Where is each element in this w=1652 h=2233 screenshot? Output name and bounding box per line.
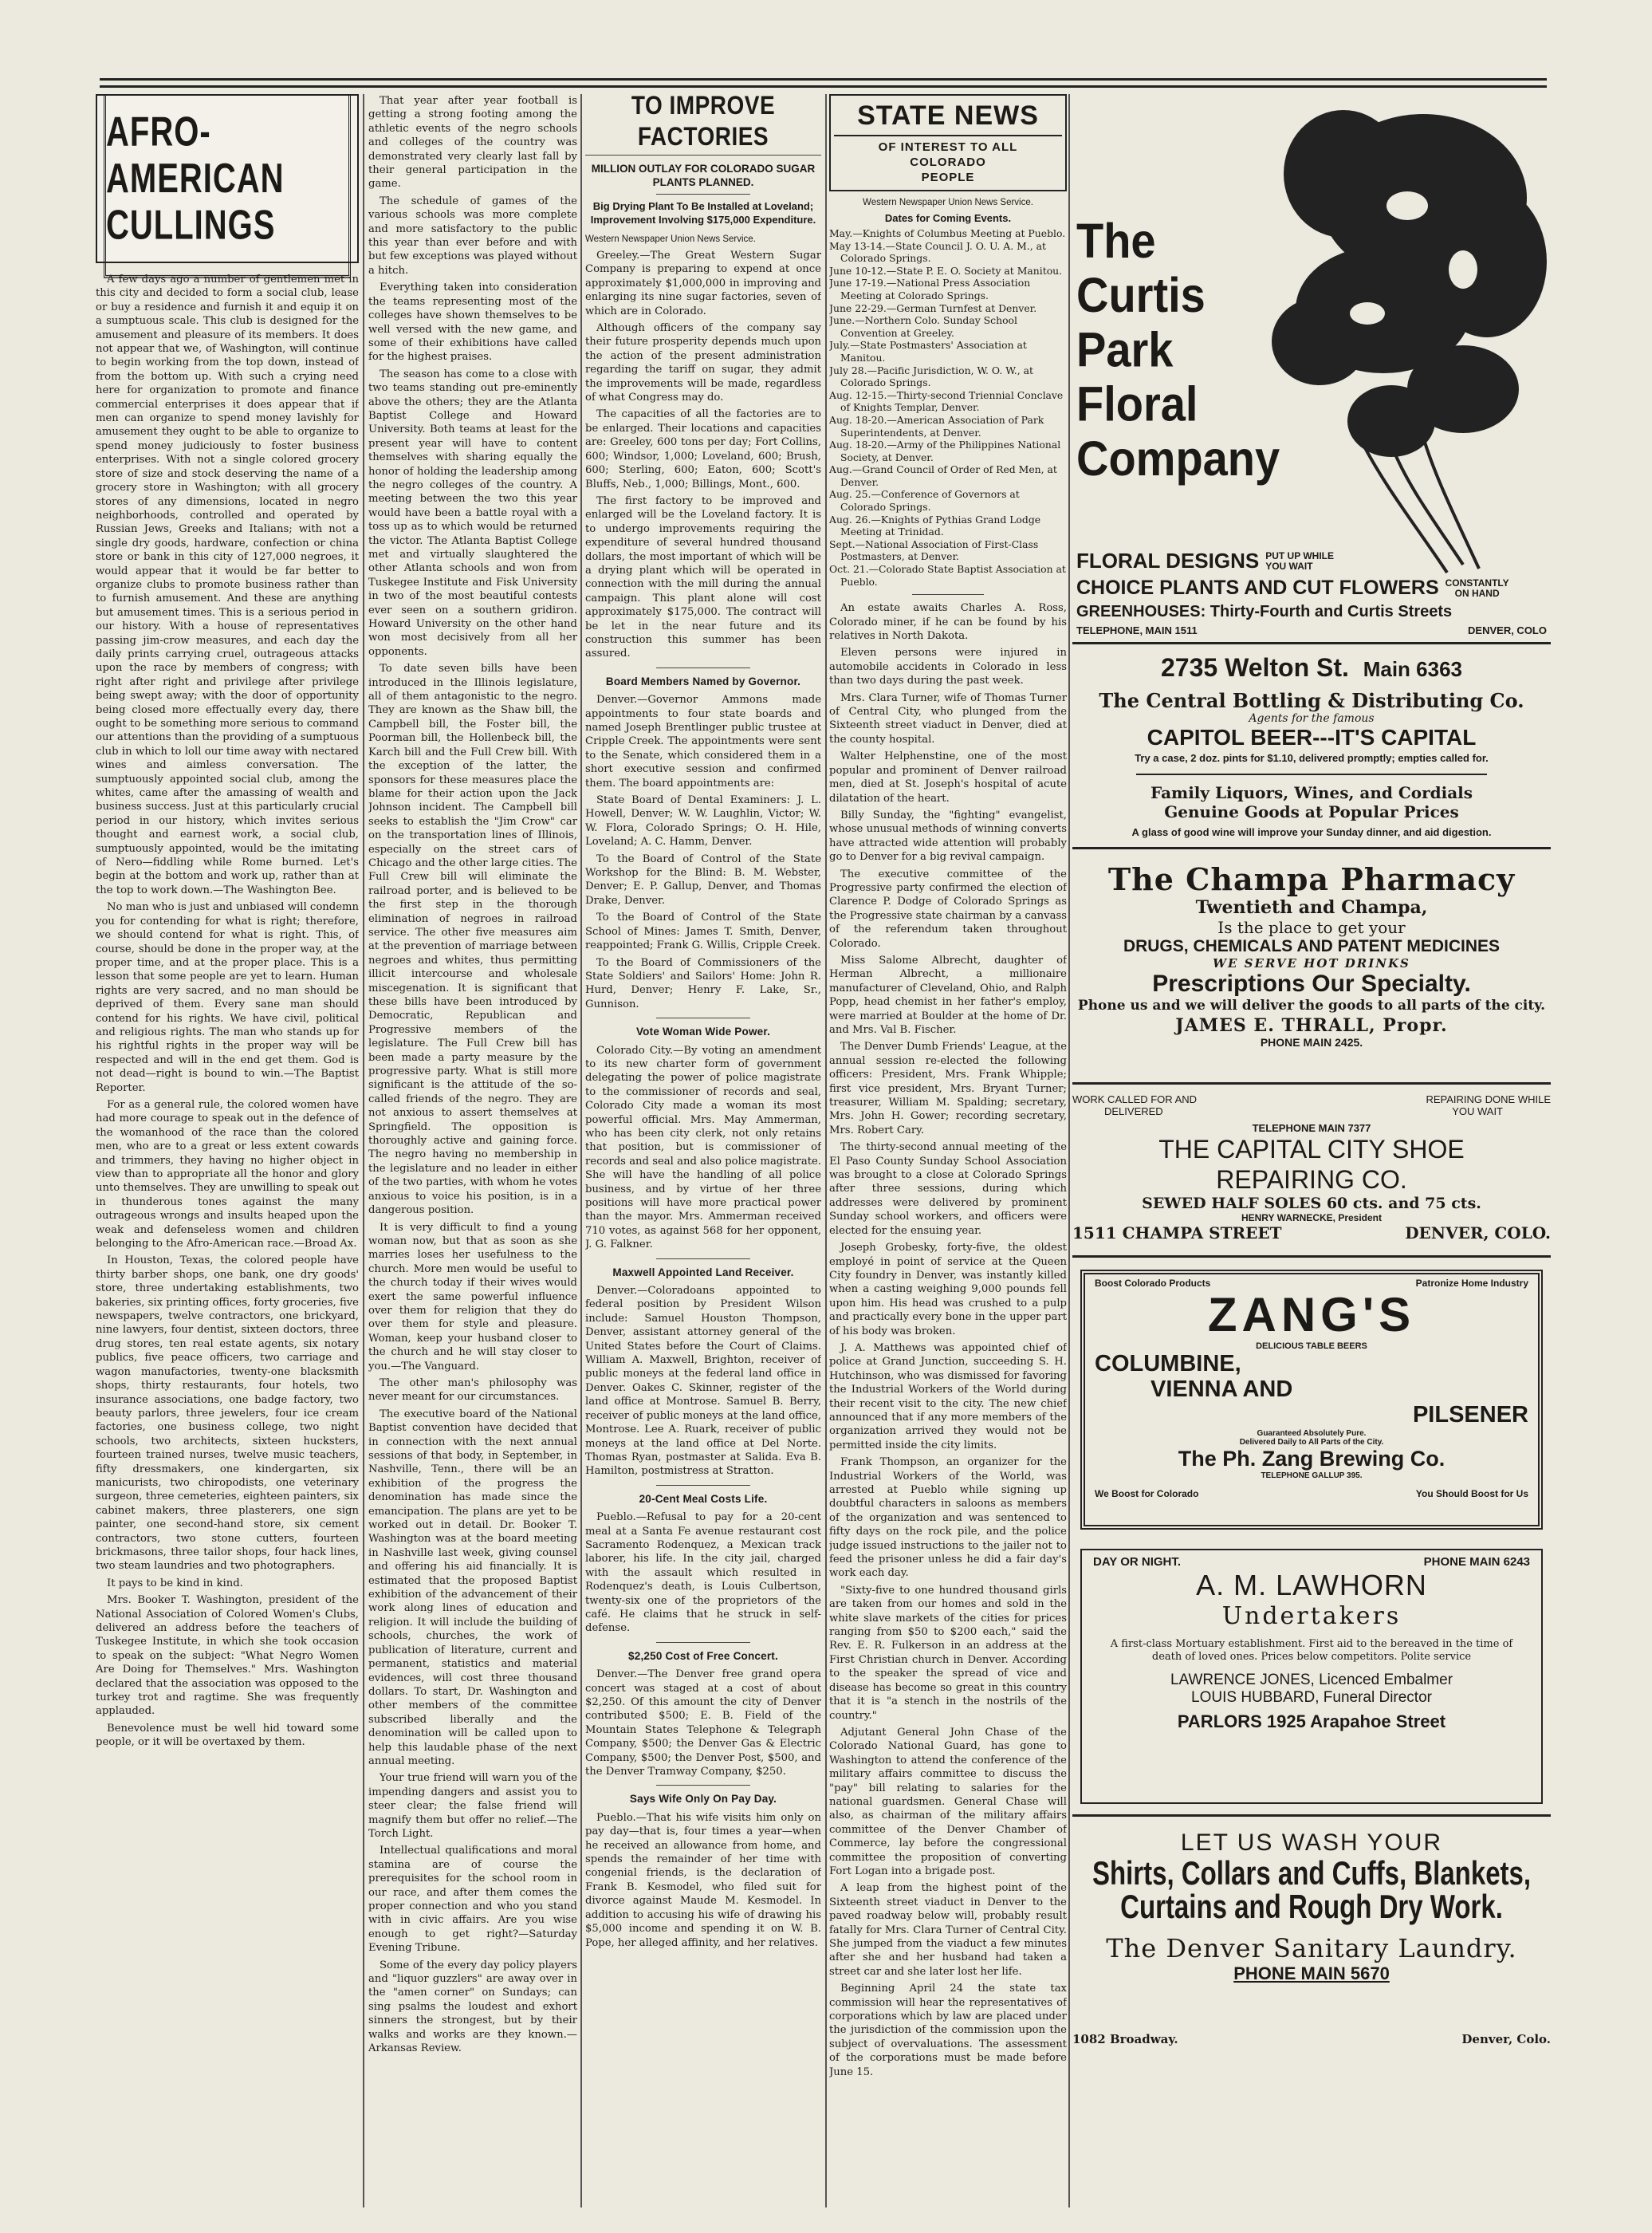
zang-patronize: Patronize Home Industry bbox=[1415, 1278, 1528, 1289]
section-heading: $2,250 Cost of Free Concert. bbox=[628, 1649, 778, 1662]
event-date-item: Aug. 26.—Knights of Pythias Grand Lodge Meeting at Trinidad. bbox=[829, 513, 1041, 538]
shoe-delivered: DELIVERED bbox=[1104, 1105, 1163, 1117]
lawhorn-phone: PHONE MAIN 6243 bbox=[1423, 1555, 1530, 1569]
ad-zang-brewing bbox=[1072, 1266, 1551, 1538]
cullings-title-box bbox=[96, 94, 359, 263]
zang-we-boost: We Boost for Colorado bbox=[1095, 1488, 1199, 1499]
article-paragraph: In Houston, Texas, the colored people have thirty barber shops, one bank, one dry goods' store, three undertaking establishments, two bakeries, six printing offices, forty groceries, five newspapers, twelve contractors, one brickyard, nine lawyers, four dentist, sixteen doctors, three drug stores, ten real estate agents, six notary publics, five peace officers, two carriage and wagon manufactories, twenty-one blacksmith shops, thirty restaurants, four hotels, two insurance associations, one badge factory, two beauty parlors, three jewelers, four ice cream factories, one business college, two night schools, two architects, sixteen hucksters, fourteen trained nurses, twelve music teachers, fifty dressmakers, one kindergarten, six manicurists, two chiropodists, one veterinary surgeon, three cemeteries, eighteen painters, six cabinet makers, three plasterers, one sign painter, one second-hand store, six cement contractors, two stone cutters, fourteen brickmasons, three tailor shops, four hack lines, two steam laundries and two photographers. bbox=[96, 1254, 359, 1573]
article-paragraph: Frank Thompson, an organizer for the Industrial Workers of the World, was arrested at Pueblo while signing up doubtful characters in saloons as members of the organization and was sentenced to fifty days on the rock pile, and the police judge issued instructions to the jailer not to feed the prisoner unless he did a fair day's work each day. bbox=[829, 1456, 1067, 1580]
article-paragraph: That year after year football is getting a strong footing among the athletic events of the negro schools and colleges of the country was demonstrated very clearly last fall by their general participation in the game. bbox=[368, 95, 577, 191]
event-date-item: Aug. 25.—Conference of Governors at Colorado Springs. bbox=[829, 488, 1020, 514]
dates-list bbox=[829, 227, 1067, 588]
article-paragraph: The capacities of all the factories are to be enlarged. Their locations and capacities are: Greeley, 600 tons per day; Fort Collins, 600; Windsor, 1,000; Loveland, 600; Brush, 600; Sterling, 600; Eaton, 600; Scott's Bluffs, Neb., 1,000; Billings, Mont., 600. bbox=[585, 408, 821, 490]
article-paragraph: Benevolence must be well hid toward some people, or it will be overtaxed by them. bbox=[96, 1722, 359, 1749]
laundry-address: 1082 Broadway. bbox=[1072, 2032, 1178, 2046]
floral-choice: CHOICE PLANTS AND CUT FLOWERS bbox=[1076, 577, 1439, 599]
zang-name: ZANG'S bbox=[1207, 1288, 1416, 1341]
laundry-name: The Denver Sanitary Laundry. bbox=[1106, 1933, 1517, 1963]
floral-greenhouses: GREENHOUSES: Thirty-Fourth and Curtis Streets bbox=[1076, 603, 1453, 620]
event-date-item: June 22-29.—German Turnfest at Denver. bbox=[829, 301, 1037, 314]
pharmacy-place: Is the place to get your bbox=[1217, 918, 1406, 937]
article-paragraph: Although officers of the company say their future prosperity depends much upon the action of the present administration regarding the tariff on sugar, they admit the improvements will be made, regardless of what Congress may do. bbox=[585, 322, 821, 404]
shoe-president: HENRY WARNECKE, President bbox=[1241, 1212, 1383, 1223]
floral-city: DENVER, COLO bbox=[1468, 624, 1547, 636]
floral-on-hand: ON HAND bbox=[1454, 587, 1500, 599]
state-news-subtitle: PEOPLE bbox=[921, 171, 975, 184]
column-two bbox=[368, 94, 577, 2207]
section-heading: Board Members Named by Governor. bbox=[605, 675, 801, 687]
floral-name-line: Curtis bbox=[1076, 267, 1206, 323]
article-paragraph: Mrs. Clara Turner, wife of Thomas Turner of Central City, who plunged from the Sixteenth street viaduct in Denver, died at the county hospital. bbox=[829, 691, 1067, 746]
article-paragraph: To date seven bills have been introduced in the Illinois legislature, all of them antagonistic to the negro. They are known as the Shaw bill, the Campbell bill, the Foster bill, the Poorman bill, the Hollenbeck bill, the Karch bill and the Full Crew bill. With the exception of the latter, the sponsors for these measures place the blame for their action upon the Jack Johnson incident. The Campbell bill seeks to establish the "Jim Crow" car on the transportation lines of Illinois, especially on the street cars of Chicago and the other large cities. The Full Crew bill will eliminate the railroad porter, and is believed to be the first step in the thorough elimination of negroes in railroad service. The other five measures aim at the prevention of marriage between negroes and whites, thus permitting illicit intercourse and wholesale miscegenation. It is significant that these bills have been introduced by Democratic, Republican and Progressive members of the legislature. The Full Crew bill has been made a party measure by the progressive party. What is still more significant is the attitude of the so-called friends of the negro. They are not anxious to assert themselves at Springfield. The opposition is thoroughly active and gaining force. The negro having no membership in the legislature and no leader in either of the two parties, with whom he votes anxious to voice his position, is in a dangerous position. bbox=[368, 663, 577, 1217]
article-paragraph: It is very difficult to find a young woman now, but that as soon as she marries loses her usefulness to the church. More men would be useful to the church today if their wives would exert the same powerful influence over them for religion that they do over them for style and pleasure. Woman, keep your husband closer to the church and he will stay closer to you.—The Vanguard. bbox=[368, 1221, 577, 1372]
floral-designs: FLORAL DESIGNS bbox=[1076, 549, 1260, 573]
floral-name-line: Park bbox=[1076, 321, 1174, 377]
column-improve-factories bbox=[585, 94, 821, 2207]
factories-deck: MILLION OUTLAY FOR COLORADO SUGAR PLANTS PLANNED. bbox=[591, 163, 816, 188]
event-date-item: Sept.—National Association of First-Class Postmasters, at Denver. bbox=[829, 538, 1039, 563]
shoe-you-wait: YOU WAIT bbox=[1452, 1105, 1503, 1117]
article-paragraph: To the Board of Control of the State School of Mines: James T. Smith, Denver, reappointed; Frank G. Willis, Cripple Creek. bbox=[585, 912, 821, 952]
factories-headline: TO IMPROVE FACTORIES bbox=[631, 94, 776, 151]
event-date-item: Aug. 18-20.—Army of the Philippines National Society, at Denver. bbox=[829, 439, 1061, 463]
shoe-name: REPAIRING CO. bbox=[1216, 1165, 1407, 1194]
state-news-title: STATE NEWS bbox=[834, 100, 1062, 136]
ad-capital-city-shoe bbox=[1072, 1090, 1551, 1258]
ad-central-bottling bbox=[1072, 650, 1551, 849]
event-date-item: Aug.—Grand Council of Order of Red Men, at Denver. bbox=[829, 463, 1057, 488]
column-rule bbox=[363, 94, 364, 2207]
article-paragraph: Walter Helphenstine, one of the most popular and prominent of Denver railroad men, died at St. Joseph's hospital of acute dilatation of the heart. bbox=[829, 750, 1067, 805]
ad-curtis-park-floral bbox=[1072, 94, 1551, 644]
article-paragraph: The season has come to a close with two teams standing out pre-eminently above the others; they are the Atlanta Baptist College and Howard University. Both teams at least for the present year will have to content themselves with sharing equally the honor of holding the leadership among the negro colleges of the country. A meeting between the two this year would have been a battle royal with a toss up as to which would be returned the victor. The Atlanta Baptist College met and virtually slaughtered the other Atlanta schools and won from Tuskegee Institute and Fisk University in two of the most beautiful contests ever seen on a southern gridiron. Howard University on the other hand won most decisively from all her opponents. bbox=[368, 368, 577, 658]
article-paragraph: Denver.—The Denver free grand opera concert was staged at a cost of about $2,250. Of this amount the city of Denver contributed $500; E. B. Field of the Mountain States Telephone & Telegraph Company, $500; the Denver Gas & Electric Company, $500; the Denver Post, $500, and the Denver Tramway Company, $250. bbox=[585, 1668, 821, 1778]
lawhorn-director: LOUIS HUBBARD, Funeral Director bbox=[1191, 1689, 1432, 1706]
floral-put-up: PUT UP WHILE bbox=[1265, 549, 1334, 561]
laundry-city: Denver, Colo. bbox=[1461, 2032, 1551, 2046]
shoe-street: 1511 CHAMPA STREET bbox=[1072, 1223, 1282, 1243]
article-paragraph: Pueblo.—That his wife visits him only on pay day—that is, four times a year—when he received an allowance from home, and spends the remainder of her time with congenial friends, is the declaration of Frank B. Kesmodel, who filed suit for divorce against Maude M. Kesmodel. In addition to accusing his wife of drawing his $5,000 income and spending it on W. B. Pope, her alleged affinity, and her relatives. bbox=[585, 1811, 821, 1949]
article-paragraph: It pays to be kind in kind. bbox=[107, 1577, 243, 1589]
pharmacy-prescriptions: Prescriptions Our Specialty. bbox=[1152, 971, 1471, 997]
ad-denver-sanitary-laundry bbox=[1072, 1826, 1551, 2177]
floral-name-line: Floral bbox=[1076, 376, 1198, 431]
floral-constantly: CONSTANTLY bbox=[1445, 577, 1509, 589]
article-paragraph: The Denver Dumb Friends' League, at the annual session re-elected the following officers: President, Mrs. Frank Whipple; first vice president, Mrs. Bryant Turner; treasurer, William M. Spalding; secretary, Mrs. John H. Gower; recording secretary, Mrs. Robert Cary. bbox=[829, 1041, 1067, 1136]
factories-subdeck: Big Drying Plant To Be Installed at Loveland; Improvement Involving $175,000 Expenditure. bbox=[590, 200, 816, 226]
event-date-item: June 17-19.—National Press Association Meeting at Colorado Springs. bbox=[829, 277, 1031, 301]
article-paragraph: The thirty-second annual meeting of the El Paso County Sunday School Association was brought to a close at Colorado Springs after three sessions, during which addresses were delivered by prominent Sunday school workers, and officers were elected for the ensuing year. bbox=[829, 1141, 1067, 1237]
column-state-news bbox=[829, 94, 1067, 2207]
shoe-name: THE CAPITAL CITY SHOE bbox=[1158, 1135, 1465, 1164]
section-heading: Vote Woman Wide Power. bbox=[635, 1026, 771, 1038]
article-paragraph: Mrs. Booker T. Washington, president of the National Association of Colored Women's Clubs, delivered an address before the teachers of Tuskegee Institute, in which she took occasion to speak on the subject: "What Negro Women Are Doing for Themselves." Mrs. Washington declared that the association was opposed to the turkey trot and ragtime. She was frequently applauded. bbox=[96, 1594, 359, 1718]
floral-you-wait: YOU WAIT bbox=[1265, 560, 1313, 572]
bottling-address: 2735 Welton St. bbox=[1161, 653, 1349, 682]
zang-boost: Boost Colorado Products bbox=[1095, 1278, 1211, 1289]
article-paragraph: For as a general rule, the colored women have had more courage to speak out in the defence of the womanhood of the race than the colored men, who are to a great or less extent cowards and trimmers, they having no higher object in view than to appropriate all the honor and glory unto themselves. They are unwilling to speak out in thunderous tones against the many outrageous wrongs and insults heaped upon the weak and defenseless women and children belonging to the Afro-American race.—Broad Ax. bbox=[96, 1098, 359, 1250]
pharmacy-proprietor: JAMES E. THRALL, Propr. bbox=[1175, 1015, 1448, 1036]
article-paragraph: Your true friend will warn you of the impending dangers and assist you to steer clear; the false friend will magnify them but offer no relief.—The Torch Light. bbox=[368, 1772, 577, 1840]
floral-name-line: Company bbox=[1076, 430, 1280, 486]
article-paragraph: No man who is just and unbiased will condemn you for contending for what is right; therefore, we should contend for what is right. This, of course, should be done in the proper way, at the proper time, and at the proper place. This is a lesson that some people are yet to learn. Human rights are very sacred, and no man should be deprived of them. Every sane man should contend for his rights. We have civil, political and religious rights. The man who stands up for his rightful rights in the proper way will be respected and will in the end get them. God is not dead—right is bound to win.—The Baptist Reporter. bbox=[96, 901, 359, 1094]
laundry-line: LET US WASH YOUR bbox=[1180, 1829, 1443, 1856]
bottling-glass: A glass of good wine will improve your Sunday dinner, and aid digestion. bbox=[1131, 826, 1492, 838]
event-date-item: Oct. 21.—Colorado State Baptist Association at Pueblo. bbox=[829, 563, 1066, 588]
bottling-genuine: Genuine Goods at Popular Prices bbox=[1164, 802, 1459, 821]
article-paragraph: Some of the every day policy players and "liquor guzzlers" are away over in the "amen corner" on Sundays; can sing psalms the loudest and exhort sinners the strongest, but by their walks and works are they known.—Arkansas Review. bbox=[368, 1959, 577, 2055]
pharmacy-drugs: DRUGS, CHEMICALS AND PATENT MEDICINES bbox=[1123, 937, 1501, 955]
event-date-item: May 13-14.—State Council J. O. U. A. M., at Colorado Springs. bbox=[829, 239, 1046, 265]
event-date-item: July.—State Postmasters' Association at Manitou. bbox=[829, 339, 1027, 364]
zang-line: VIENNA AND bbox=[1150, 1376, 1293, 1402]
article-paragraph: Pueblo.—Refusal to pay for a 20-cent meal at a Santa Fe avenue restaurant cost Sacramento Rodenquez, a Mexican track laborer, his life. In the city jail, charged with the assault which resulted in Rodenquez's death, is Louis Culbertson, twenty-six one of the proprietors of the café. He claims that he struck in self-defense. bbox=[585, 1511, 821, 1635]
lawhorn-parlors: PARLORS 1925 Arapahoe Street bbox=[1177, 1711, 1446, 1731]
column-two-body bbox=[368, 94, 577, 2055]
shoe-work-called: WORK CALLED FOR AND bbox=[1072, 1093, 1198, 1105]
bottling-try: Try a case, 2 doz. pints for $1.10, delivered promptly; empties called for. bbox=[1135, 752, 1489, 764]
news-service-credit: Western Newspaper Union News Service. bbox=[585, 234, 756, 244]
article-paragraph: Everything taken into consideration the teams representing most of the colleges have shown themselves to be well versed with the new game, and some of their exhibitions have called for the highest praises. bbox=[368, 282, 577, 364]
laundry-phone: PHONE MAIN 5670 bbox=[1233, 1963, 1390, 1983]
article-paragraph: The executive committee of the Progressive party confirmed the election of Clarence P. Dodge of Colorado Springs as the Progressive state chairman by a canvass of the referendum taken throughout Colorado. bbox=[829, 868, 1067, 950]
shoe-telephone: TELEPHONE MAIN 7377 bbox=[1252, 1122, 1371, 1134]
column-rule bbox=[825, 94, 827, 2207]
top-rule bbox=[100, 78, 1547, 88]
column-rule bbox=[580, 94, 582, 2207]
zang-company: The Ph. Zang Brewing Co. bbox=[1178, 1447, 1446, 1471]
ad-champa-pharmacy bbox=[1072, 855, 1551, 1085]
article-paragraph: Eleven persons were injured in automobile accidents in Colorado in less than two days during the past week. bbox=[829, 647, 1067, 687]
event-date-item: June 10-12.—State P. E. O. Society at Manitou. bbox=[829, 264, 1063, 277]
article-paragraph: Miss Salome Albrecht, daughter of Herman Albrecht, a millionaire manufacturer of Cleveland, Ohio, and Ralph Popp, head chemist in her father's employ, were married at Boulder at the home of Dr. and Mrs. Val B. Fischer. bbox=[829, 954, 1067, 1036]
section-heading: Says Wife Only On Pay Day. bbox=[629, 1793, 777, 1806]
article-paragraph: A leap from the highest point of the Sixteenth street viaduct in Denver to the paved roadway below will, probably result fatally for Mrs. Clara Turner of Central City. She jumped from the viaduct a few minutes after she and her husband had taken a street car and she later lost her life. bbox=[829, 1882, 1067, 1978]
pharmacy-drinks: WE SERVE HOT DRINKS bbox=[1213, 956, 1410, 971]
article-paragraph: The executive board of the National Baptist convention have decided that in connection with the next annual sessions of that body, in September, in Nashville, Tenn., there will be an exhibition of the progress the denomination has made since the emancipation. The plans are yet to be worked out in detail. Dr. Booker T. Washington was at the board meeting in Nashville last week, giving counsel and offering his aid financially. It is estimated that the proposed Baptist exhibition of the advancement of their work along lines of education and religion. It will include the building of schools, churches, the work of publication of literature, current and permanent, statistics and material evidences, will cost three thousand dollars. To start, Dr. Washington and other members of the committee subscribed liberally and the denomination will be called upon to help this laudable phase of the next annual meeting. bbox=[368, 1408, 577, 1767]
state-news-header bbox=[829, 94, 1067, 191]
bottling-company: The Central Bottling & Distributing Co. bbox=[1099, 689, 1524, 712]
article-paragraph: To the Board of Commissioners of the State Soldiers' and Sailors' Home: John R. Hurd, Denver; Henry F. Lake, Sr., Gunnison. bbox=[585, 956, 821, 1010]
article-paragraph: "Sixty-five to one hundred thousand girls are taken from our homes and sold in the white slave markets of the cities for prices ranging from $50 to $200 each," said the Rev. E. R. Fulkerson in an address at the First Christian church in Denver. According to the speaker the spread of vice and disease has become so great in this country that it is "a stench in the nostrils of the country." bbox=[829, 1584, 1067, 1722]
lawhorn-desc: A first-class Mortuary establishment. First aid to the bereaved in the time of death of loved ones. Prices below competitors. Polite service bbox=[1110, 1638, 1513, 1663]
floral-telephone: TELEPHONE, MAIN 1511 bbox=[1076, 624, 1198, 636]
cullings-body bbox=[96, 273, 359, 1750]
news-service-credit: Western Newspaper Union News Service. bbox=[863, 198, 1033, 207]
bottling-phone: Main 6363 bbox=[1363, 657, 1462, 681]
pharmacy-location: Twentieth and Champa, bbox=[1195, 897, 1428, 918]
article-paragraph: The schedule of games of the various schools was more complete and more satisfactory to the public this year than ever before and with but few exceptions was played without a hitch. bbox=[368, 195, 577, 277]
state-news-body bbox=[829, 601, 1067, 2079]
article-paragraph: Denver.—Governor Ammons made appointments to four state boards and named Joseph Brentlinger public trustee at Cripple Creek. The appointments were sent to the Senate, which considered them in a short executive session and confirmed them. The board appointments are: bbox=[585, 694, 821, 790]
bottling-liquors: Family Liquors, Wines, and Cordials bbox=[1150, 783, 1473, 802]
lawhorn-embalmer: LAWRENCE JONES, Licenced Embalmer bbox=[1170, 1672, 1453, 1688]
event-date-item: Aug. 18-20.—American Association of Park Superintendents, at Denver. bbox=[829, 413, 1044, 439]
floral-name-line: The bbox=[1076, 212, 1156, 269]
bottling-beer: CAPITOL BEER---IT'S CAPITAL bbox=[1147, 725, 1477, 750]
article-paragraph: J. A. Matthews was appointed chief of police at Grand Junction, succeeding S. H. Hutchinson, who was dismissed for favoring the Industrial Workers of the World during their recent visit to the city. The new chief announced that if any more members of the organization arrived they would not be permitted inside the city limits. bbox=[829, 1341, 1067, 1451]
state-news-subtitle: OF INTEREST TO ALL bbox=[878, 140, 1018, 154]
pharmacy-phone: PHONE MAIN 2425. bbox=[1260, 1036, 1363, 1049]
article-paragraph: Joseph Grobesky, forty-five, the oldest employé in point of service at the Queen City foundry in Denver, was instantly killed when a casting weighing 9,000 pounds fell upon him. His head was crushed to a pulp and practically every bone in the upper part of his body was broken. bbox=[829, 1242, 1067, 1337]
article-paragraph: State Board of Dental Examiners: J. L. Howell, Denver; W. W. Laughlin, Victor; W. W. Flora, Colorado Springs; O. H. Hile, Loveland; A. C. Hamm, Denver. bbox=[585, 794, 821, 849]
column-afro-american-cullings bbox=[96, 94, 359, 2207]
zang-delicious: DELICIOUS TABLE BEERS bbox=[1256, 1341, 1367, 1351]
event-date-item: July 28.—Pacific Jurisdiction, W. O. W., at Colorado Springs. bbox=[829, 364, 1033, 389]
article-paragraph: Denver.—Coloradoans appointed to federal position by President Wilson include: Samuel Houston Thompson, Denver, assistant attorney general of the United States before the Court of Claims. William A. Maxwell, Brighton, receiver of public moneys at the federal land office in Denver. Oakes C. Skinner, register of the land office at Montrose. Samuel B. Berry, receiver of public moneys at the land office, Montrose. Lee A. Ruark, receiver of public moneys at the land office at Del Norte. Thomas Ryan, postmaster at Salida. Eva B. Hamilton, postmistress at Stratton. bbox=[585, 1285, 821, 1478]
section-heading: 20-Cent Meal Costs Life. bbox=[639, 1492, 768, 1505]
article-paragraph: The first factory to be improved and enlarged will be the Loveland factory. It is to undergo improvements requiring the expenditure of several hundred thousand dollars, the most important of which will be a drying plant which will be operated in connection with the mill during the annual campaign. This plant alone will cost approximately $175,000. The contract will be let in the near future and its construction this summer has been assured. bbox=[585, 494, 821, 660]
shoe-city: DENVER, COLO. bbox=[1405, 1223, 1551, 1243]
zang-pure: Guaranteed Absolutely Pure. bbox=[1257, 1429, 1367, 1438]
section-heading: Maxwell Appointed Land Receiver. bbox=[612, 1266, 794, 1278]
state-news-subtitle: COLORADO bbox=[910, 156, 986, 169]
article-paragraph: Adjutant General John Chase of the Colorado National Guard, has gone to Washington to attend the conference of the military affairs committee to discuss the "pay" bill relating to salaries for the national guardsmen. General Chase will also, as chairman of the military affairs committee of the Denver Chamber of Commerce, lay before the congressional committee the proposition of converting Fort Logan into a brigade post. bbox=[829, 1726, 1067, 1877]
article-paragraph: Intellectual qualifications and moral stamina are of course the prerequisites for the school room in our race, and after them comes the proper connection and who you stand with in civic affairs. Are you wise enough to get right?—Saturday Evening Tribune. bbox=[368, 1845, 577, 1955]
event-date-item: Aug. 12-15.—Thirty-second Triennial Conclave of Knights Templar, Denver. bbox=[829, 388, 1064, 414]
cullings-title: AFRO-AMERICAN CULLINGS bbox=[104, 94, 351, 278]
event-date-item: May.—Knights of Columbus Meeting at Pueblo. bbox=[829, 227, 1066, 239]
article-paragraph: Beginning April 24 the state tax commission will hear the representatives of corporations which by law are placed under the jurisdiction of the commission upon the subject of overvaluations. The assessment of the corporations must be made before June 15. bbox=[829, 1983, 1067, 2078]
pharmacy-name: The Champa Pharmacy bbox=[1107, 861, 1516, 897]
article-paragraph: The other man's philosophy was never meant for our circumstances. bbox=[368, 1376, 577, 1404]
bottling-agents: Agents for the famous bbox=[1249, 712, 1375, 725]
zang-telephone: TELEPHONE GALLUP 395. bbox=[1261, 1471, 1363, 1480]
pharmacy-phone-us: Phone us and we will deliver the goods to all parts of the city. bbox=[1077, 998, 1546, 1014]
shoe-soles: SEWED HALF SOLES 60 cts. and 75 cts. bbox=[1142, 1195, 1481, 1212]
dates-heading: Dates for Coming Events. bbox=[884, 212, 1012, 224]
article-paragraph: Colorado City.—By voting an amendment to its new charter form of government delegating the power of police magistrate to the commissioner of records and seal, Colorado City made a woman its most powerful official. Mrs. May Ammerman, who has been city clerk, not only retains that position, but is commissioner of records and seal and also police magistrate. She will have the handling of all police business, and by virtue of her three positions will have more practical power than the mayor. Mrs. Ammerman received 710 votes, as against 568 for her opponent, J. G. Falkner. bbox=[585, 1044, 821, 1251]
ad-lawhorn-undertakers bbox=[1072, 1546, 1551, 1817]
article-paragraph: Billy Sunday, the "fighting" evangelist, whose unusual methods of winning converts have attracted wide attention will probably go to Denver for a big revival campaign. bbox=[829, 809, 1067, 864]
article-paragraph: To the Board of Control of the State Workshop for the Blind: B. M. Webster, Denver; E. P. Gallup, Denver, and Thomas Drake, Denver. bbox=[585, 853, 821, 907]
laundry-line: Shirts, Collars and Cuffs, Blankets, bbox=[1092, 1854, 1532, 1892]
zang-delivered: Delivered Daily to All Parts of the City. bbox=[1239, 1438, 1384, 1447]
article-paragraph: Greeley.—The Great Western Sugar Company is preparing to expend at once approximately $1,000,000 in improving and enlarging its nine sugar factories, seven of which are in Colorado. bbox=[585, 250, 821, 317]
column-rule bbox=[1068, 94, 1070, 2207]
event-date-item: June.—Northern Colo. Sunday School Convention at Greeley. bbox=[829, 314, 1017, 339]
lawhorn-undertakers: Undertakers bbox=[1221, 1602, 1402, 1630]
shoe-repairing: REPAIRING DONE WHILE bbox=[1426, 1093, 1551, 1105]
article-paragraph: An estate awaits Charles A. Ross, Colorado miner, if he can be found by his relatives in North Dakota. bbox=[829, 602, 1067, 643]
lawhorn-name: A. M. LAWHORN bbox=[1196, 1569, 1427, 1601]
zang-line: PILSENER bbox=[1412, 1402, 1528, 1428]
zang-line: COLUMBINE, bbox=[1095, 1351, 1241, 1376]
laundry-line: Curtains and Rough Dry Work. bbox=[1120, 1888, 1503, 1925]
zang-you-boost: You Should Boost for Us bbox=[1415, 1488, 1528, 1499]
lawhorn-day-night: DAY OR NIGHT. bbox=[1093, 1555, 1182, 1569]
factories-body bbox=[585, 249, 821, 1950]
article-paragraph: A few days ago a number of gentlemen met in this city and decided to form a social club, lease or buy a residence and furnish it and equip it on a sumptuous scale. This club is designed for the amusement and pleasure of its members. It does not appear that we, of Washington, will continue to begin working from the top down, instead of from the bottom up. With such a crying need here for organization to promote and finance commercial enterprises it does appear that if men can organize to spend money lavishly for amusement they ought to be able to organize to spend money judiciously to foster business enterprises. With not a single colored grocery store of size and stock deserving the name of a grocery store in Washington; with all grocery stores of any dimensions, located in negro neighborhoods, controlled and operated by Russian Jews, Greeks and Italians; with not a single dry goods, hardware, confection or china store or bank in this city of 127,000 negroes, it would appear that it would be far better to organize clubs to promote business rather than to furnish amusement. And these are anything but amusement times. This is a serious period in our history. With a house of representatives passing jim-crow measures, and each day the daily prints carrying cruel, outrageous attacks upon the race by members of congress; with right after right and privilege after privilege being swept away; with the door of opportunity being closed more effectually every day, there ought to be something more serious to command our attentions than the providing of a sumptuous club in which to loll our time away with nectared wines and aimless conversation. The sumptuously appointed social club, among the whites, came after the amassing of wealth and business success. Just at this particularly crucial period in our history, which invites serious thought and earnest work, a social club, sumptuously appointed, would be the imitating of Nero—fiddling while Rome burned. Let's begin at the bottom and work up, rather than at the top to work down.—The Washington Bee. bbox=[96, 274, 359, 896]
